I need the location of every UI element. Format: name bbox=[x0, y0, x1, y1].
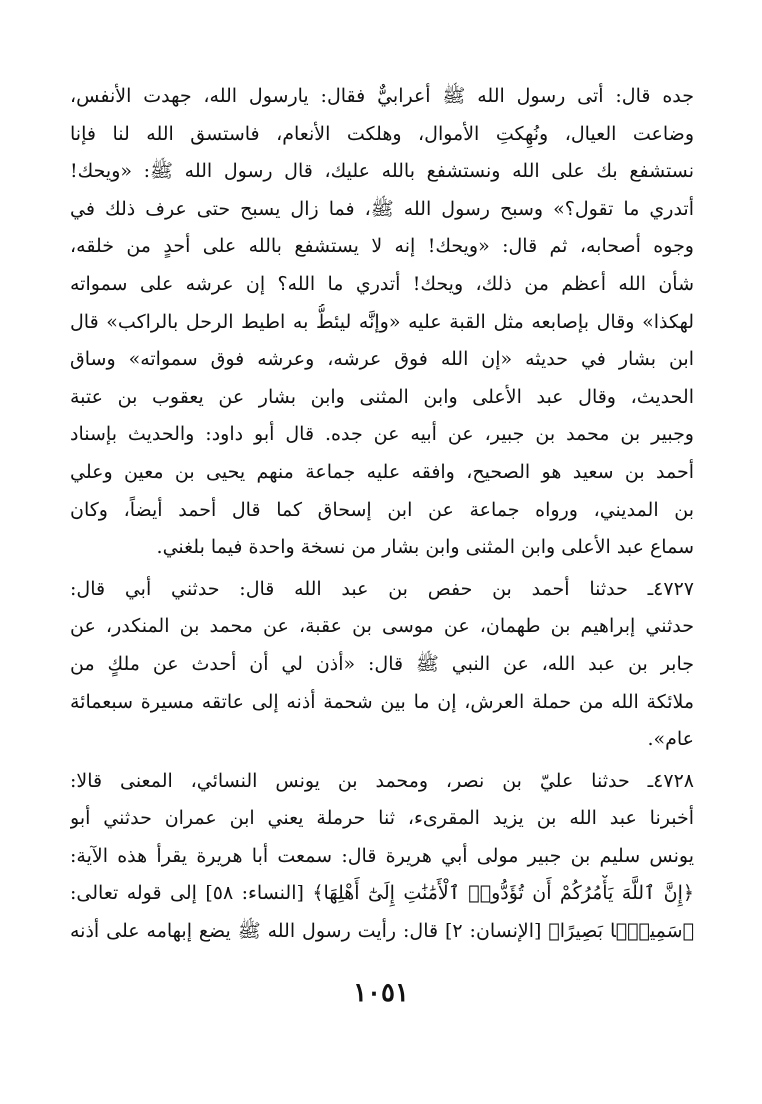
text-line: شأن الله أعظم من ذلك، ويحك! أتدري ما الله؟ إن عرشه على سمواته bbox=[70, 272, 694, 295]
text-line: حدثني إبراهيم بن طهمان، عن موسى بن عقبة، عن محمد بن المنكدر، عن bbox=[70, 615, 694, 638]
text-line: أتدري ما تقول؟» وسبح رسول الله ﷺ، فما زال يسبح حتى عرف ذلك في bbox=[70, 197, 694, 220]
text-line: ﴿سَمِيعًۢا بَصِيرًا﴾ [الإنسان: ٢] قال: رأيت رسول الله ﷺ يضع إبهامه على أذنه bbox=[70, 920, 694, 943]
page-body bbox=[70, 78, 694, 951]
paragraph-hadith-4728 bbox=[70, 763, 694, 951]
text-line: نستشفع بك على الله ونستشفع بالله عليك، قال رسول الله ﷺ: «ويحك! bbox=[70, 160, 694, 183]
text-line: جده قال: أتى رسول الله ﷺ أعرابيٌّ فقال: يارسول الله، جهدت الأنفس، bbox=[70, 85, 694, 107]
text-line: ٤٧٢٨ـ حدثنا عليّ بن نصر، ومحمد بن يونس النسائي، المعنى قالا: bbox=[70, 769, 694, 792]
text-line: وجبير بن محمد بن جبير، عن أبيه عن جده. قال أبو داود: والحديث بإسناد bbox=[70, 423, 694, 446]
text-line: ملائكة الله من حملة العرش، إن ما بين شحمة أذنه إلى عاتقه مسيرة سبعمائة bbox=[70, 690, 694, 713]
text-line: عام». bbox=[647, 728, 694, 751]
page-number: ١٠٥١ bbox=[353, 978, 409, 1008]
text-line: لهكذا» وقال بإصابعه مثل القبة عليه «وإنَّه ليئطُّ به اطيط الرحل بالراكب» قال bbox=[70, 310, 694, 333]
text-line: ابن بشار في حديثه «إن الله فوق عرشه، وعرشه فوق سمواته» وساق bbox=[70, 348, 694, 371]
text-line: أحمد بن سعيد هو الصحيح، وافقه عليه جماعة منهم يحيى بن معين وعلي bbox=[70, 460, 694, 483]
text-line: ﴿إِنَّ ٱللَّهَ يَأْمُرُكُمْ أَن تُؤَدُّوا۟ ٱلْأَمَٰنَٰتِ إِلَىٰٓ أَهْلِهَا﴾ [النساء: ٥٨] إلى قوله تعالى: bbox=[70, 882, 694, 905]
text-line: سماع عبد الأعلى وابن المثنى وابن بشار من نسخة واحدة فيما بلغني. bbox=[156, 536, 694, 559]
paragraph-1 bbox=[70, 78, 694, 567]
text-line: بن المديني، ورواه جماعة عن ابن إسحاق كما قال أحمد أيضاً، وكان bbox=[70, 498, 694, 521]
text-line: وجوه أصحابه، ثم قال: «ويحك! إنه لا يستشفع بالله على أحدٍ من خلقه، bbox=[70, 235, 694, 258]
text-line: يونس سليم بن جبير مولى أبي هريرة قال: سمعت أبا هريرة يقرأ هذه الآية: bbox=[70, 844, 694, 867]
text-line: ٤٧٢٧ـ حدثنا أحمد بن حفص بن عبد الله قال: حدثني أبي قال: bbox=[70, 577, 694, 600]
text-line: الحديث، وقال عبد الأعلى وابن المثنى وابن بشار عن يعقوب بن عتبة bbox=[70, 385, 694, 408]
paragraph-hadith-4727 bbox=[70, 571, 694, 759]
text-line: جابر بن عبد الله، عن النبي ﷺ قال: «أذن لي أن أحدث عن ملكٍ من bbox=[70, 652, 694, 675]
text-line: وضاعت العيال، ونُهِكتِ الأموال، وهلكت الأنعام، فاستسق الله لنا فإنا bbox=[70, 122, 694, 145]
text-line: أخبرنا عبد الله بن يزيد المقرىء، ثنا حرملة يعني ابن عمران حدثني أبو bbox=[70, 807, 694, 830]
